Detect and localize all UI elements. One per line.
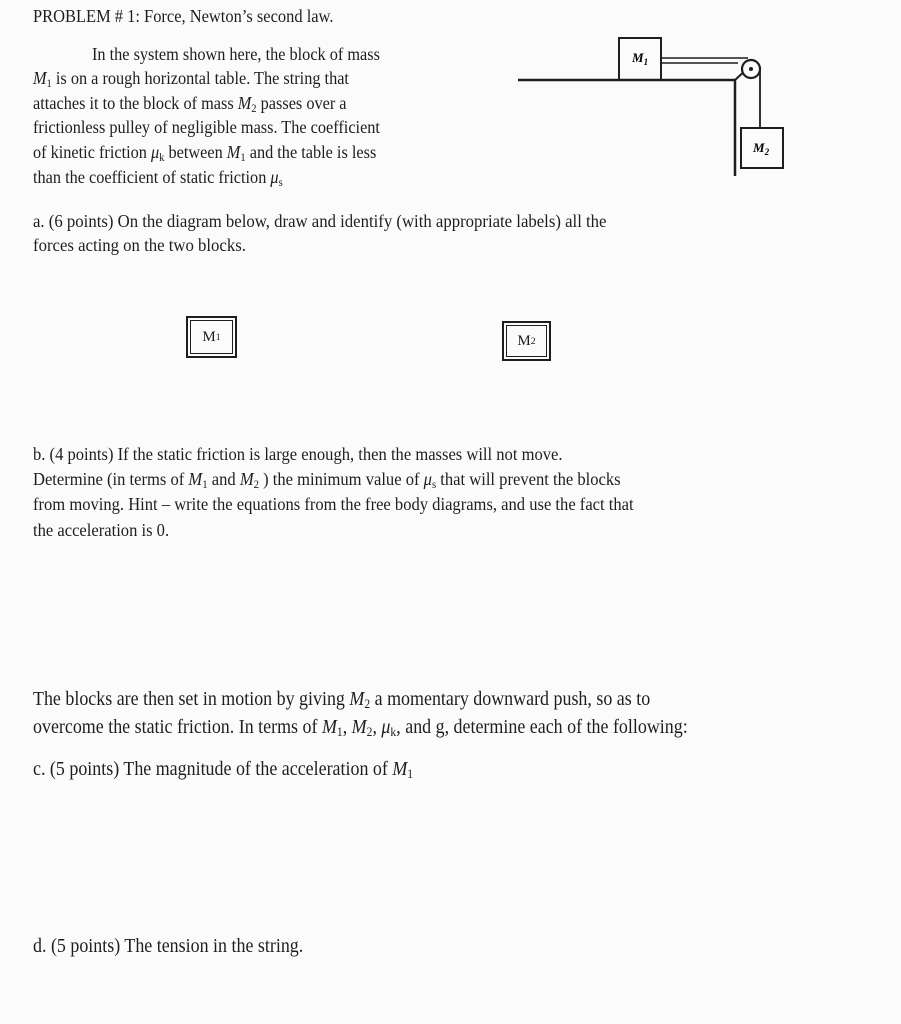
pulley-axle xyxy=(749,67,753,71)
motion-line-2-post: , and g, determine each of the following: xyxy=(396,717,688,738)
mu-k-subscript: k xyxy=(390,725,397,740)
part-a-line-2 xyxy=(33,235,262,256)
motion-separator: , xyxy=(372,717,382,738)
mu-k-symbol: μ xyxy=(150,142,160,162)
m2-subscript: 2 xyxy=(364,697,371,712)
intro-line-5-pre: of kinetic friction xyxy=(33,142,151,162)
part-a-line-1-text: a. (6 points) On the diagram below, draw and identify (with appropriate labels) all the xyxy=(33,211,607,231)
fbd-box-m1 xyxy=(186,316,237,358)
intro-line-5-mid: between xyxy=(164,142,227,162)
m1-subscript: 1 xyxy=(240,151,246,164)
part-b-line-2-mid: ) the minimum value of xyxy=(258,469,424,489)
part-d-text: d. (5 points) The tension in the string. xyxy=(33,936,304,957)
m1-subscript: 1 xyxy=(407,767,414,782)
m1-subscript: 1 xyxy=(46,77,52,90)
motion-line-1 xyxy=(33,689,704,712)
block-m2-label: $M_2$ xyxy=(753,140,770,157)
m2-symbol: M xyxy=(351,717,367,738)
intro-line-5-post: and the table is less xyxy=(245,142,377,162)
fbd-m1-label: M xyxy=(202,328,216,345)
block-m1-label: $M_1$ xyxy=(632,50,649,67)
m1-symbol: M xyxy=(226,142,241,162)
m1-subscript: 1 xyxy=(336,725,343,740)
m2-symbol: M xyxy=(349,689,365,710)
part-d xyxy=(33,936,327,958)
intro-line-6-pre: than the coefficient of static friction xyxy=(33,167,271,187)
m1-symbol: M xyxy=(392,759,408,780)
part-b-line-1 xyxy=(33,444,609,465)
mu-k-symbol: μ xyxy=(381,717,391,738)
m2-subscript: 2 xyxy=(253,477,259,491)
motion-line-1-pre: The blocks are then set in motion by giving xyxy=(33,689,350,710)
mu-k-subscript: k xyxy=(159,151,165,164)
m1-symbol: M xyxy=(321,717,337,738)
m2-subscript: 2 xyxy=(251,102,257,115)
mu-s-subscript: s xyxy=(278,176,283,189)
m2-symbol: M xyxy=(239,469,254,489)
intro-line-3-post: passes over a xyxy=(256,93,347,113)
part-b-line-2-and: and xyxy=(207,469,240,489)
mu-s-symbol: μ xyxy=(423,469,432,489)
m1-symbol: M xyxy=(33,68,47,88)
m1-subscript: 1 xyxy=(202,477,208,491)
part-b-line-2-post: that will prevent the blocks xyxy=(436,469,621,489)
fbd-m2-label: M xyxy=(517,332,531,349)
part-b-line-3-text: from moving. Hint – write the equations from the free body diagrams, and use the fact that xyxy=(33,494,634,514)
intro-line-2-text: is on a rough horizontal table. The string that xyxy=(51,68,349,88)
part-b-line-2 xyxy=(33,469,672,491)
part-b-line-4-text: the acceleration is 0. xyxy=(33,520,170,540)
m1-symbol: M xyxy=(188,469,203,489)
fbd-box-m2-inner xyxy=(506,325,547,357)
fbd-m2-subscript: 2 xyxy=(530,335,536,347)
motion-line-2 xyxy=(33,717,745,740)
intro-line-4-text: frictionless pulley of negligible mass. The coefficient xyxy=(33,117,380,137)
pulley-system-diagram xyxy=(0,0,901,200)
fbd-box-m2 xyxy=(502,321,551,361)
part-b-line-2-pre: Determine (in terms of xyxy=(33,469,189,489)
fbd-m1-subscript: 1 xyxy=(215,331,221,343)
part-b-line-4 xyxy=(33,520,181,541)
mu-s-subscript: s xyxy=(431,477,437,491)
m2-symbol: M xyxy=(237,93,252,113)
part-a-line-1 xyxy=(33,211,650,232)
part-b-line-3 xyxy=(33,494,686,515)
part-b-line-1-text: b. (4 points) If the static friction is large enough, then the masses will not move. xyxy=(33,444,563,464)
mu-s-symbol: μ xyxy=(270,167,279,187)
problem-title-text: PROBLEM # 1: Force, Newton’s second law. xyxy=(33,6,334,26)
intro-line-1-text: In the system shown here, the block of mass xyxy=(92,44,380,64)
motion-line-1-post: a momentary downward push, so as to xyxy=(370,689,651,710)
motion-separator: , xyxy=(342,717,352,738)
part-c xyxy=(33,759,446,782)
intro-line-3-pre: attaches it to the block of mass xyxy=(33,93,238,113)
part-a-line-2-text: forces acting on the two blocks. xyxy=(33,235,246,255)
part-c-text: c. (5 points) The magnitude of the acceleration of xyxy=(33,759,393,780)
motion-line-2-pre: overcome the static friction. In terms of xyxy=(33,717,322,738)
m2-subscript: 2 xyxy=(366,725,373,740)
fbd-box-m1-inner xyxy=(190,320,233,354)
